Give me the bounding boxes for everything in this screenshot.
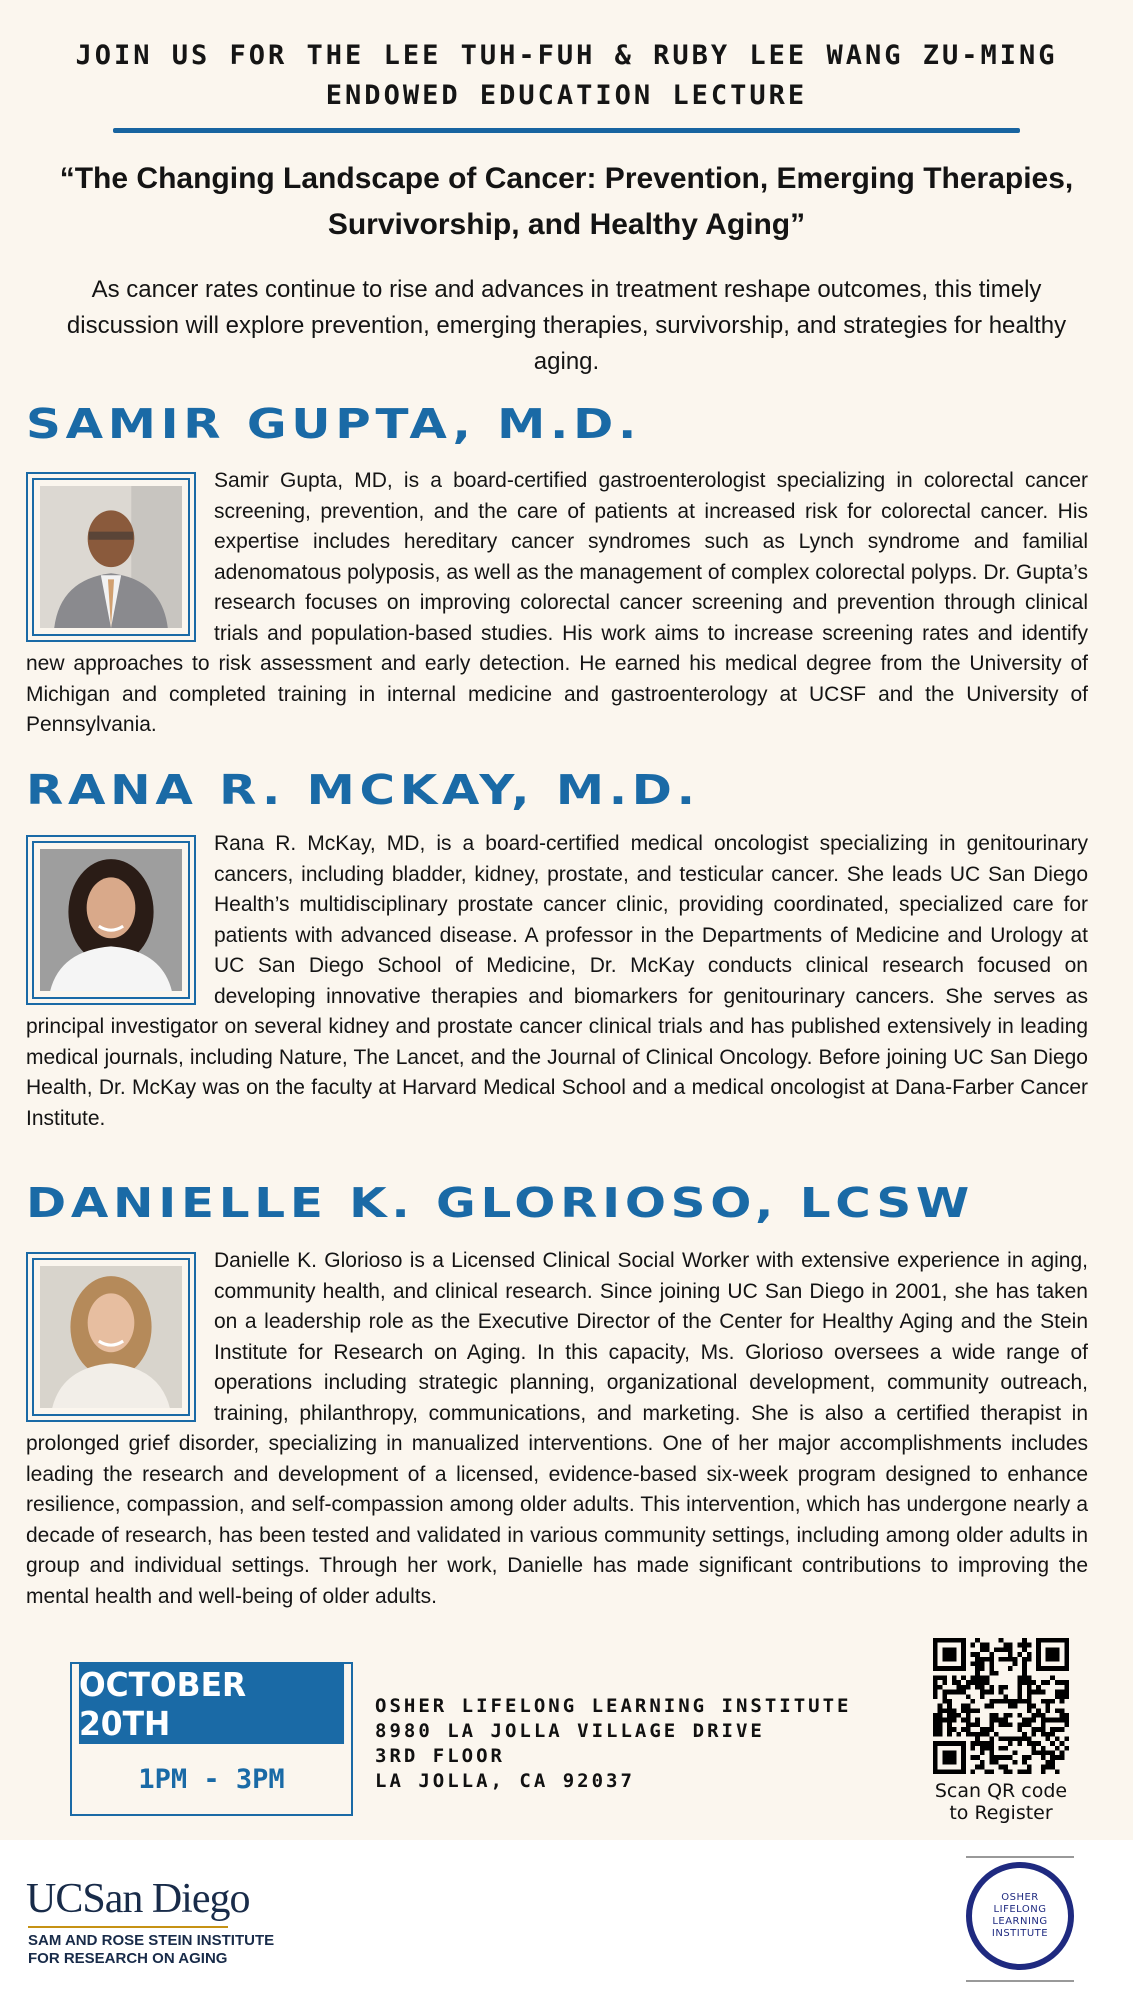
olli-logo-bottom-rule [966, 1980, 1074, 1982]
lecture-title [30, 156, 1103, 248]
event-time: 1PM - 3PM [138, 1763, 285, 1795]
address-line: 3RD FLOOR [375, 1745, 505, 1767]
event-date: OCTOBER 20TH [79, 1664, 344, 1744]
stein-line2: FOR RESEARCH ON AGING [28, 1950, 228, 1967]
header-title [60, 36, 1073, 116]
olli-logo-line: INSTITUTE [991, 1928, 1049, 1939]
ucsd-logo-rule [28, 1926, 228, 1928]
speaker-name-gupta: SAMIR GUPTA, M.D. [26, 400, 642, 448]
speaker-photo-gupta [26, 472, 196, 642]
olli-logo [966, 1862, 1074, 1970]
olli-logo-line: LEARNING [992, 1916, 1048, 1927]
footer [0, 1840, 1133, 2000]
event-address [375, 1694, 852, 1794]
qr-caption [910, 1780, 1092, 1824]
event-date-box [70, 1662, 353, 1816]
speaker-bio-text-gupta: Samir Gupta, MD, is a board-certified gastroenterologist specializing in colorectal cancer screening, prevention, and the care of patients at increased risk for colorectal cancer. His expertise includes hereditary cancer syndromes such as Lynch syndrome and familial adenomatous polyposis, as well as the management of complex colorectal polyps. Dr. Gupta’s research focuses on improving colorectal cancer screening and prevention through clinical trials and population-based studies. His work aims to increase screening rates and identify new approaches to risk assessment and early detection. He earned his medical degree from the University of Michigan and completed training in internal medicine and gastroenterology at UCSF and the University of Pennsylvania. [26, 469, 1088, 736]
olli-logo-line: OSHER [1001, 1892, 1039, 1903]
address-line: LA JOLLA, CA 92037 [375, 1770, 635, 1792]
ucsd-logo: UCSan Diego [26, 1876, 250, 1922]
lecture-intro: As cancer rates continue to rise and advances in treatment reshape outcomes, this timely discussion will explore prevention, emerging therapies, survivorship, and strategies for healthy aging. [66, 276, 1067, 375]
speaker-bio-text-mckay: Rana R. McKay, MD, is a board-certified medical oncologist specializing in genitourinary cancers, including bladder, kidney, prostate, and testicular cancer. She leads UC San Diego Health’s multidisciplinary prostate cancer clinic, providing coordinated, specialized care for patients with advanced disease. A professor in the Departments of Medicine and Urology at UC San Diego School of Medicine, Dr. McKay conducts clinical research focused on developing innovative therapies and biomarkers for genitourinary cancers. She serves as principal investigator on several kidney and prostate cancer clinical trials and has published extensively in leading medical journals, including Nature, The Lancet, and the Journal of Clinical Oncology. Before joining UC San Diego Health, Dr. McKay was on the faculty at Harvard Medical School and a medical oncologist at Dana-Farber Cancer Institute. [26, 832, 1088, 1130]
speaker-bio-text-glorioso: Danielle K. Glorioso is a Licensed Clinical Social Worker with extensive experience in aging, community health, and clinical research. Since joining UC San Diego in 2001, she has taken on a leadership role as the Executive Director of the Center for Healthy Aging and the Stein Institute for Research on Aging. In this capacity, Ms. Glorioso oversees a wide range of operations including strategic planning, organizational development, community outreach, training, philanthropy, communications, and marketing. She is also a certified therapist in prolonged grief disorder, specializing in manualized interventions. One of her major accomplishments includes leading the research and development of a licensed, evidence-based six-week program designed to enhance resilience, compassion, and self-compassion among older adults. This intervention, which has undergone nearly a decade of research, has been tested and validated in various community settings, including among older adults in group and individual settings. Through her work, Danielle has made significant contributions to improving the mental health and well-being of older adults. [26, 1249, 1088, 1608]
stein-line1: SAM AND ROSE STEIN INSTITUTE [28, 1932, 275, 1949]
lecture-title-line1: “The Changing Landscape of Cancer: Prevention, Emerging Therapies, [59, 162, 1074, 195]
header-title-line1: JOIN US FOR THE LEE TUH-FUH & RUBY LEE WANG ZU-MING [75, 40, 1058, 71]
stein-institute-name [28, 1932, 274, 1968]
header-divider [113, 128, 1020, 133]
olli-logo-line: LIFELONG [993, 1904, 1047, 1915]
qr-caption-line2: to Register [949, 1802, 1053, 1824]
olli-logo-top-rule [966, 1856, 1074, 1858]
speaker-name-glorioso: DANIELLE K. GLORIOSO, LCSW [26, 1179, 975, 1227]
speaker-bio-gupta [26, 466, 1088, 741]
lecture-title-line2: Survivorship, and Healthy Aging” [327, 208, 806, 241]
speaker-name-mckay: RANA R. MCKAY, M.D. [26, 766, 700, 814]
address-line: 8980 LA JOLLA VILLAGE DRIVE [375, 1720, 765, 1742]
header-title-line2: ENDOWED EDUCATION LECTURE [325, 80, 808, 111]
speaker-bio-mckay [26, 829, 1088, 1134]
address-line: OSHER LIFELONG LEARNING INSTITUTE [375, 1695, 852, 1717]
speaker-bio-glorioso [26, 1246, 1088, 1612]
qr-caption-line1: Scan QR code [934, 1780, 1068, 1802]
speaker-photo-glorioso [26, 1252, 196, 1422]
registration-qr-code[interactable] [933, 1638, 1069, 1774]
speaker-photo-mckay [26, 835, 196, 1005]
